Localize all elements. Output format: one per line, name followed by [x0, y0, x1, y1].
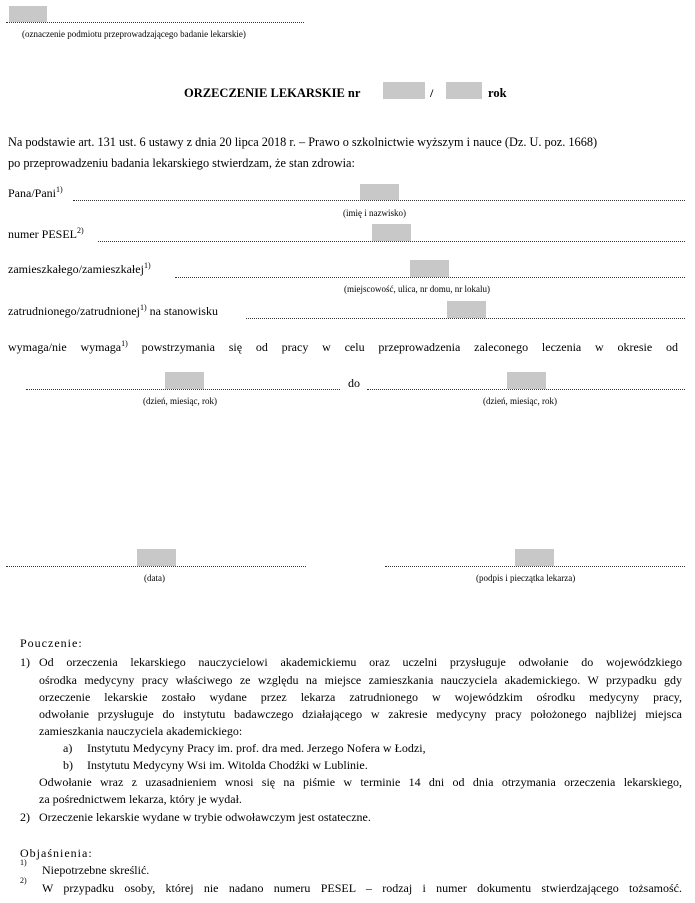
instruction-appeal-line1: Odwołanie wraz z uzasadnieniem wnosi się na piśmie w terminie 14 dni od dnia otrzymania orzeczenia lekarskiego, [39, 775, 682, 789]
leave-end-date-field[interactable] [507, 372, 546, 389]
doctor-signature-field[interactable] [515, 549, 554, 566]
title-slash: / [430, 86, 434, 100]
doctor-signature-dotted-line [385, 566, 685, 567]
pesel-label: numer PESEL$^{2)}$ [8, 226, 84, 241]
leave-start-dotted-line [26, 389, 340, 390]
notes-heading: Objaśnienia: [20, 846, 93, 860]
leave-end-dotted-line [367, 389, 685, 390]
person-name-field[interactable] [360, 184, 399, 200]
person-label: Pana/Pani$^{1)}$ [8, 185, 63, 200]
instruction-item1-line2: ośrodka medycyny pracy właściwego ze względu na miejsce zamieszkania nauczyciela akademickiego. W przypadku gdy [39, 673, 682, 687]
note-1-mark: 1) [20, 858, 27, 867]
instruction-item1-number: 1) [20, 655, 30, 669]
signature-date-field[interactable] [137, 549, 176, 566]
entity-field[interactable] [9, 6, 47, 22]
instruction-item2-number: 2) [20, 810, 30, 824]
title-text: ORZECZENIE LEKARSKIE nr [184, 86, 361, 100]
note-1: Niepotrzebne skreślić. [42, 863, 150, 877]
instruction-heading: Pouczenie: [20, 636, 83, 650]
signature-date-caption: (data) [144, 573, 165, 583]
document-title [184, 86, 360, 101]
instruction-sub-b: Instytutu Medycyny Wsi im. Witolda Chodźki w Lublinie. [87, 758, 368, 772]
instruction-appeal-line2: za pośrednictwem lekarza, który je wydał. [39, 792, 242, 806]
note-2-mark: 2) [20, 876, 27, 885]
leave-to-label: do [348, 376, 360, 390]
entity-caption: (oznaczenie podmiotu przeprowadzającego badanie lekarskie) [22, 29, 246, 39]
instruction-item1-line3: orzeczenie lekarskie zostało wydane przez lekarza zatrudnionego w wojewódzkim ośrodku medycyny pracy, [39, 690, 682, 704]
title-year-suffix: rok [488, 86, 507, 100]
entity-dotted-line [6, 22, 304, 23]
person-caption: (imię i nazwisko) [343, 208, 406, 218]
leave-start-caption: (dzień, miesiąc, rok) [143, 396, 217, 406]
intro-line-1: Na podstawie art. 131 ust. 6 ustawy z dnia 20 lipca 2018 r. – Prawo o szkolnictwie wyższym i nauce (Dz. U. poz. 1668) [8, 135, 598, 149]
position-field[interactable] [447, 301, 486, 318]
position-dotted-line [246, 318, 685, 319]
instruction-item1-line1: Od orzeczenia lekarskiego nauczycielowi akademickiemu oraz uczelni przysługuje odwołanie do wojewódzkiego [39, 655, 682, 669]
instruction-sub-a: Instytutu Medycyny Pracy im. prof. dra med. Jerzego Nofera w Łodzi, [87, 741, 426, 755]
intro-line-2: po przeprowadzeniu badania lekarskiego stwierdzam, że stan zdrowia: [8, 156, 355, 170]
instruction-item1-line5: zamieszkania nauczyciela akademickiego: [39, 724, 243, 738]
residence-field[interactable] [410, 260, 449, 277]
person-dotted-line [73, 200, 685, 201]
signature-date-dotted-line [6, 566, 306, 567]
pesel-field[interactable] [372, 224, 411, 241]
instruction-item2: Orzeczenie lekarskie wydane w trybie odwoławczym jest ostateczne. [39, 810, 371, 824]
instruction-item1-line4: odwołanie przysługuje do instytutu badawczego działającego w zakresie medycyny pracy położonego najbliżej miejsca [39, 707, 682, 721]
leave-start-date-field[interactable] [165, 372, 204, 389]
residence-caption: (miejscowość, ulica, nr domu, nr lokalu) [344, 284, 490, 294]
certificate-number-field[interactable] [383, 82, 425, 99]
instruction-sub-b-label: b) [63, 758, 73, 772]
leave-end-caption: (dzień, miesiąc, rok) [483, 396, 557, 406]
instruction-sub-a-label: a) [63, 741, 73, 755]
note-2: W przypadku osoby, której nie nadano numeru PESEL – rodzaj i numer dokumentu stwierdzającego tożsamość. [42, 881, 682, 895]
pesel-dotted-line [98, 241, 685, 242]
residence-dotted-line [175, 277, 685, 278]
employment-label: zatrudnionego/zatrudnionej$^{1)}$ na stanowisku [8, 303, 218, 318]
leave-sentence: wymaga/nie wymaga$^{1)}$ powstrzymania się od pracy w celu przeprowadzenia zaleconego leczenia w okresie od [8, 339, 678, 354]
residence-label: zamieszkałego/zamieszkałej$^{1)}$ [8, 261, 151, 276]
certificate-year-field[interactable] [446, 82, 482, 99]
doctor-signature-caption: (podpis i pieczątka lekarza) [476, 573, 576, 583]
